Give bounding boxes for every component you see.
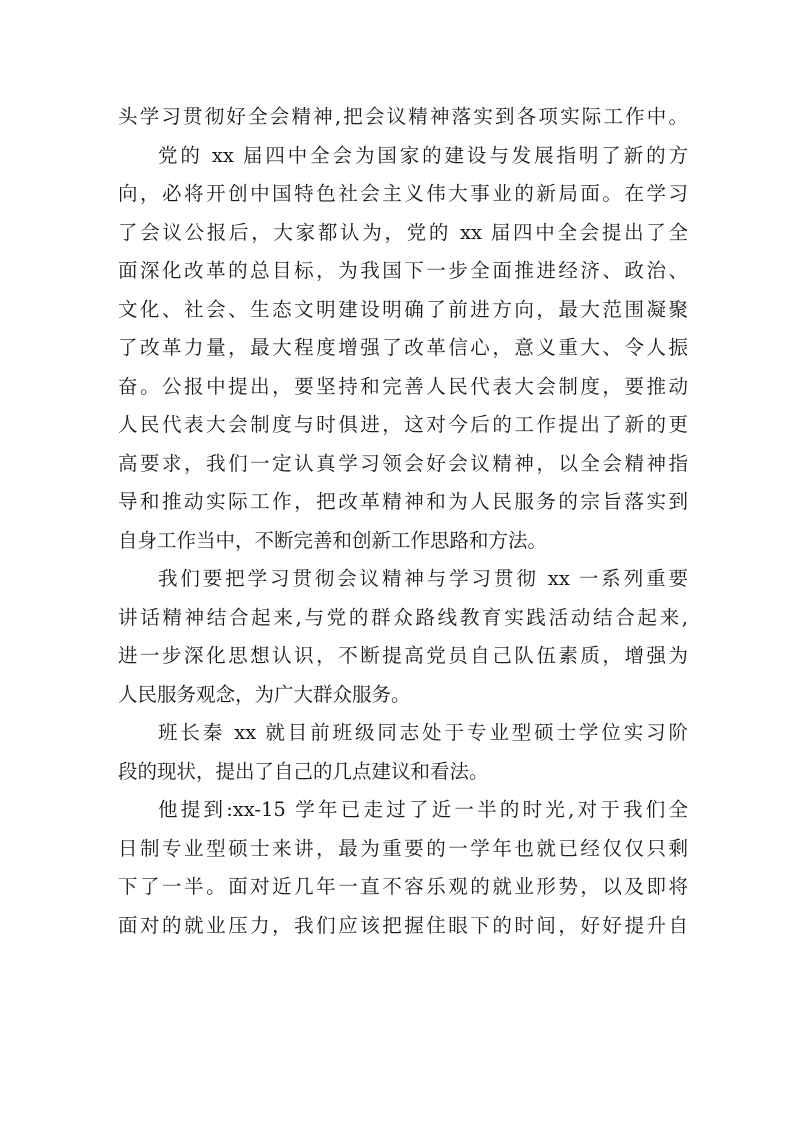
text-line: 进一步深化思想认识，不断提高党员自己队伍素质，增强为 (118, 644, 688, 667)
paragraph-first-line: 我们要把学习贯彻会议精神与学习贯彻 xx 一系列重要 (158, 567, 688, 590)
text-line: 文化、社会、生态文明建设明确了前进方向，最大范围凝聚 (118, 297, 688, 321)
text-line: 头学习贯彻好全会精神,把会议精神落实到各项实际工作中。 (118, 105, 688, 128)
paragraph-last-line: 自身工作当中，不断完善和创新工作思路和方法。 (118, 528, 548, 552)
text-line: 人民代表大会制度与时俱进，这对今后的工作提出了新的更 (118, 413, 688, 436)
text-line: 面深化改革的总目标，为我国下一步全面推进经济、政治、 (118, 259, 688, 282)
text-line: 了改革力量，最大程度增强了改革信心，意义重大、令人振 (118, 336, 688, 359)
text-line: 导和推动实际工作，把改革精神和为人民服务的宗旨落实到 (118, 490, 688, 513)
paragraph-first-line: 班长秦 xx 就目前班级同志处于专业型硕士学位实习阶 (158, 721, 688, 744)
paragraph-first-line: 他提到:xx-15 学年已走过了近一半的时光,对于我们全 (158, 798, 688, 821)
text-line: 讲话精神结合起来,与党的群众路线教育实践活动结合起来, (118, 605, 688, 629)
text-line: 日制专业型硕士来讲，最为重要的一学年也就已经仅仅只剩 (118, 836, 688, 860)
text-line: 向，必将开创中国特色社会主义伟大事业的新局面。在学习 (118, 182, 688, 205)
paragraph-last-line: 人民服务观念，为广大群众服务。 (118, 682, 411, 706)
text-line: 高要求，我们一定认真学习领会好会议精神，以全会精神指 (118, 451, 688, 475)
paragraph-first-line: 党的 xx 届四中全会为国家的建设与发展指明了新的方 (158, 143, 688, 167)
text-line: 奋。公报中提出，要坚持和完善人民代表大会制度，要推动 (118, 374, 688, 398)
document-body (118, 98, 688, 945)
text-line: 下了一半。面对近几年一直不容乐观的就业形势，以及即将 (118, 875, 688, 898)
text-line: 面对的就业压力，我们应该把握住眼下的时间，好好提升自 (118, 913, 688, 937)
paragraph-last-line: 段的现状，提出了自己的几点建议和看法。 (118, 759, 489, 783)
text-line: 了会议公报后，大家都认为，党的 xx 届四中全会提出了全 (118, 220, 688, 244)
